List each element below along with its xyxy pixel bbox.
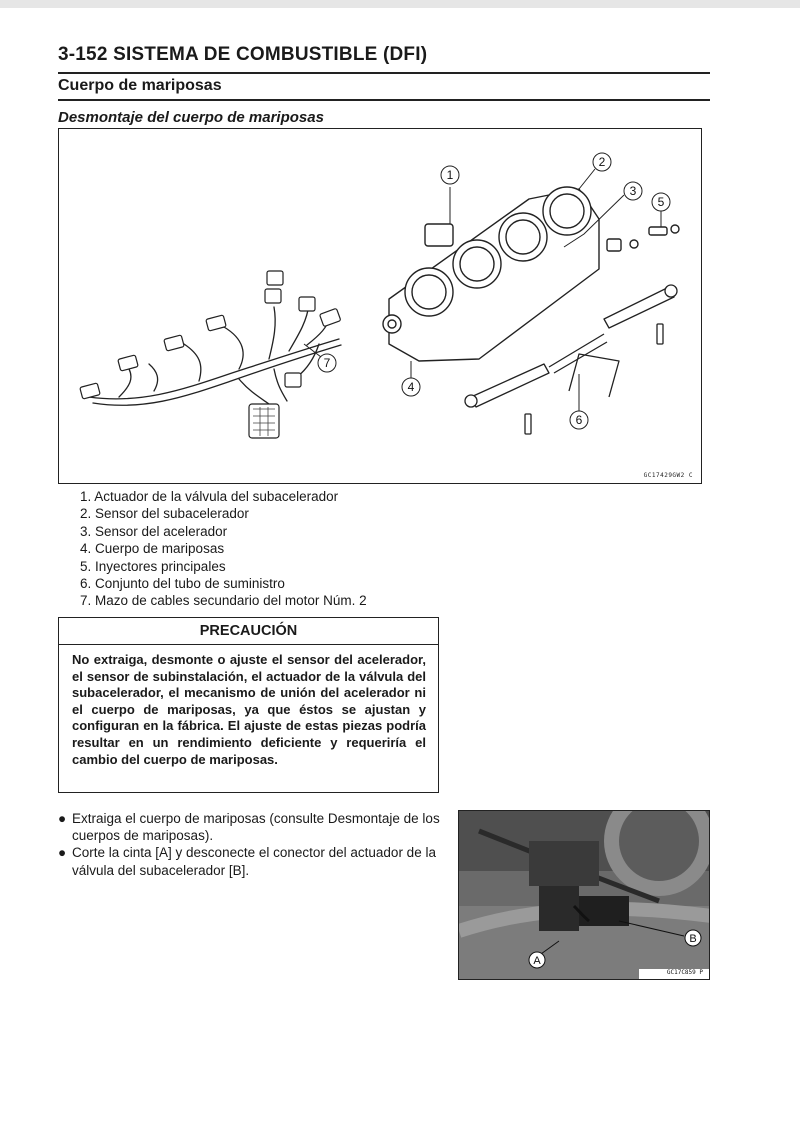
harness-branch-2	[149, 364, 158, 391]
svg-text:A: A	[533, 955, 541, 967]
connector-2	[118, 355, 138, 371]
callout-4	[402, 378, 420, 396]
injector-top	[649, 227, 667, 235]
connector-5	[267, 271, 283, 285]
connector-1	[80, 383, 100, 399]
step-item	[58, 844, 440, 878]
photo-illustration	[459, 811, 710, 980]
step-item	[58, 810, 440, 844]
legend-item: 6. Conjunto del tubo de suministro	[80, 576, 285, 592]
caution-box	[58, 617, 439, 793]
svg-text:B: B	[689, 933, 697, 945]
connector-6	[265, 289, 281, 303]
photo-code: GC17C859 P	[666, 969, 703, 976]
subthrottle-actuator	[425, 224, 453, 246]
page-title: 3-152 SISTEMA DE COMBUSTIBLE (DFI)	[58, 44, 428, 65]
figure-code: GC17429GW2 C	[643, 472, 693, 479]
svg-text:6: 6	[575, 413, 583, 427]
exploded-view-figure	[58, 128, 702, 484]
connector-4	[206, 315, 226, 331]
rail-bolt-2	[657, 324, 663, 344]
legend-item: 5. Inyectores principales	[80, 558, 226, 574]
photo-callout-a	[529, 952, 545, 968]
caution-text: No extraiga, desmonte o ajuste el sensor del acelerador, el sensor de subinstalación, el actuador de la válvula del subacelerador, el mecanismo de unión del acelerador ni el cuerpo de mariposas, ya que éstos se ajustan y configuran en la fábrica. El ajuste de estas piezas podría resultar en un rendimiento deficiente y requeriría el cambio del cuerpo de mariposas.	[72, 652, 426, 767]
svg-text:1: 1	[446, 168, 454, 182]
callout-5	[652, 193, 670, 211]
connector-3	[164, 335, 184, 351]
page-subtitle: Cuerpo de mariposas	[58, 77, 222, 94]
connector-photo	[458, 810, 710, 980]
step-text: Corte la cinta [A] y desconecte el conector del actuador de la válvula del subacelerador [B].	[72, 845, 436, 878]
bullet-icon: ●	[58, 845, 67, 861]
title-rule	[58, 72, 710, 74]
svg-text:7: 7	[323, 356, 331, 370]
caution-heading: PRECAUCIÓN	[59, 618, 438, 645]
legend-item: 1. Actuador de la válvula del subacelerador	[80, 489, 339, 504]
fuel-rail-left	[471, 364, 549, 407]
rail-bolt-1	[525, 414, 531, 434]
connector-9	[285, 373, 301, 387]
svg-text:2: 2	[598, 155, 606, 169]
connector-7	[299, 297, 315, 311]
step-text: Extraiga el cuerpo de mariposas (consulte Desmontaje de los cuerpos de mariposas).	[72, 811, 440, 844]
svg-text:5: 5	[657, 195, 665, 209]
harness-branch-3	[184, 344, 201, 381]
sensor-ring	[630, 240, 638, 248]
throttle-sensor-part	[607, 239, 621, 251]
callout-3	[624, 182, 642, 200]
top-strip	[0, 0, 800, 8]
section-title: Desmontaje del cuerpo de mariposas	[58, 109, 324, 126]
legend-item: 7. Mazo de cables secundario del motor Núm. 2	[80, 593, 367, 609]
callout-1	[441, 166, 459, 184]
connector-8	[319, 308, 340, 326]
legend-item: 4. Cuerpo de mariposas	[80, 541, 225, 557]
bullet-icon: ●	[58, 811, 67, 826]
throttle-body-illustration	[59, 129, 703, 485]
callout-2	[593, 153, 611, 171]
harness-branch-5	[269, 307, 275, 359]
photo-callout-b	[685, 930, 701, 946]
harness-branch-4	[224, 327, 243, 369]
harness-branch-1	[119, 369, 131, 397]
callout-6	[570, 411, 588, 429]
figure-legend	[80, 488, 367, 610]
svg-text:3: 3	[629, 184, 637, 198]
procedure-steps	[58, 810, 440, 879]
callout-7	[318, 354, 336, 372]
harness-branch-9	[239, 379, 269, 404]
fuel-rail-right	[604, 287, 674, 328]
legend-item: 2. Sensor del subacelerador	[80, 506, 249, 522]
svg-text:4: 4	[407, 380, 415, 394]
legend-item: 3. Sensor del acelerador	[80, 523, 228, 539]
subtitle-rule	[58, 99, 710, 101]
